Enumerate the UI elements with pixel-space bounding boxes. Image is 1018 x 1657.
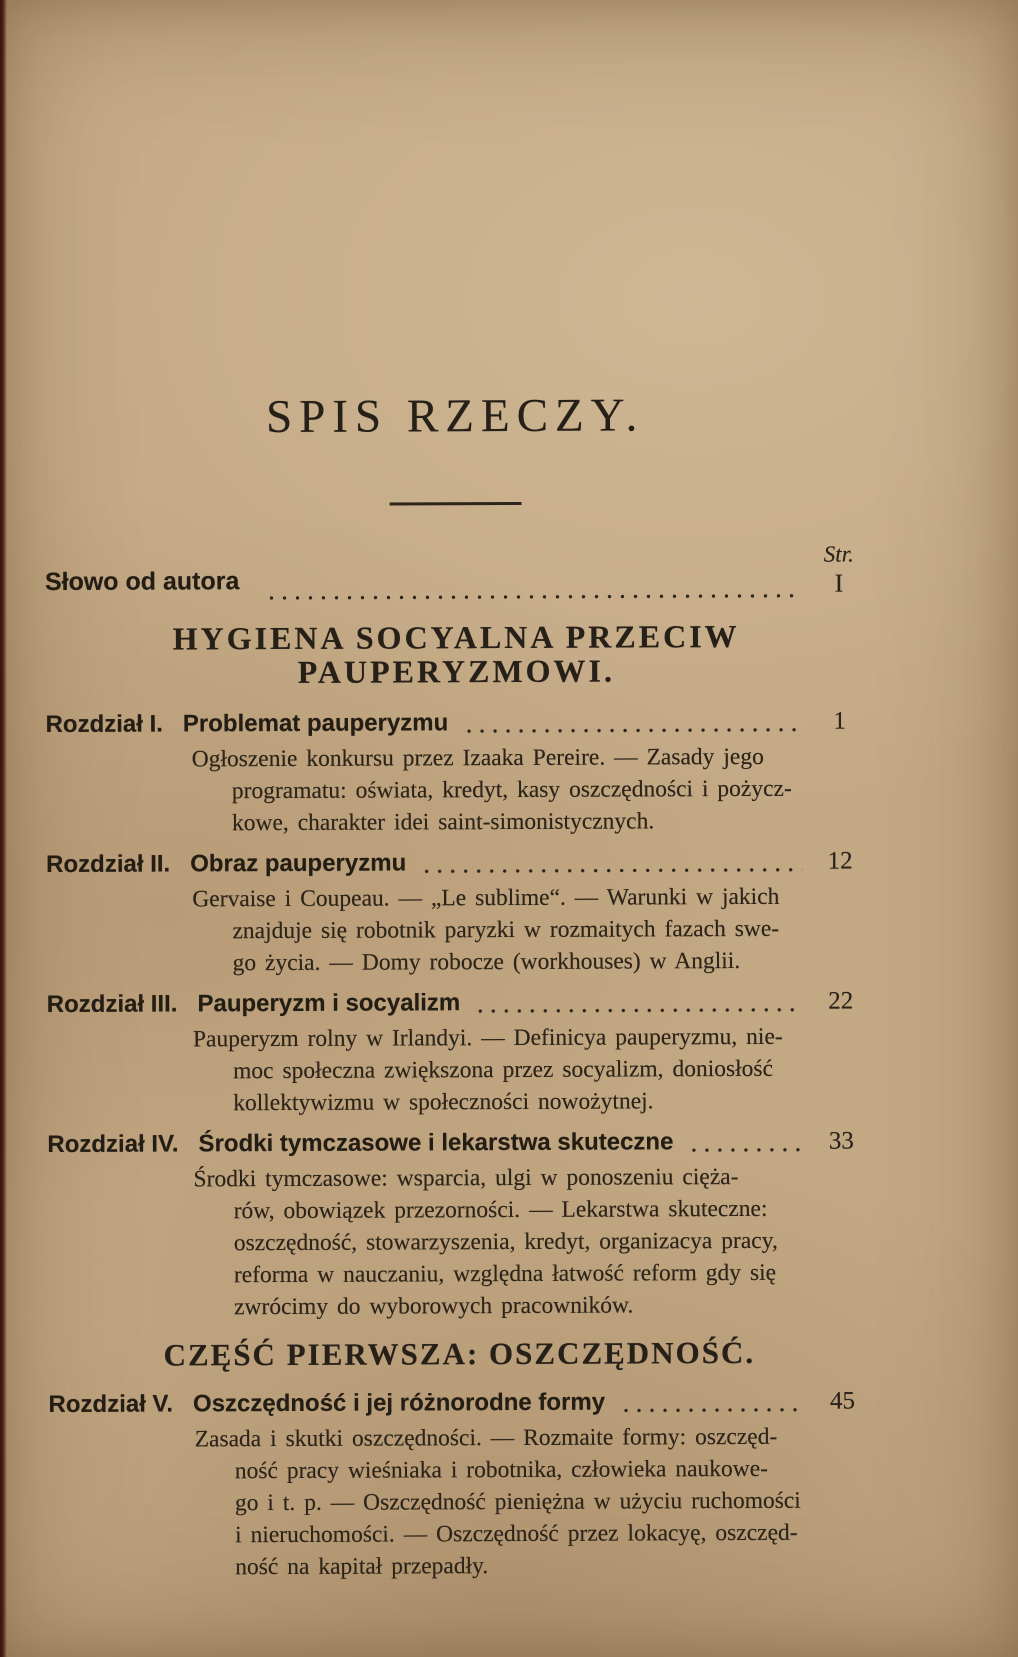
chapter-summary xyxy=(46,880,868,980)
chapter-label: Rozdział III. xyxy=(46,990,178,1019)
chapter-summary xyxy=(49,1420,872,1584)
page-number-column xyxy=(811,541,867,599)
summary-line: oszczędność, stowarzyszenia, kredyt, organizacya pracy, xyxy=(233,1227,778,1257)
page-number: 22 xyxy=(828,987,854,1015)
summary-line: ność na kapitał przepadły. xyxy=(235,1553,489,1581)
summary-line: Środki tymczasowe: wsparcia, ulgi w ponoszeniu cięża- xyxy=(193,1164,739,1193)
dot-leader xyxy=(265,594,801,600)
chapter-summary xyxy=(47,1160,870,1324)
summary-line: kowe, charakter idei saint-simonistycznych. xyxy=(231,808,655,837)
page-number: 1 xyxy=(833,707,846,735)
chapter-title: Oszczędność i jej różnorodne formy xyxy=(192,1388,606,1418)
section-heading-part-one: CZĘŚĆ PIERWSZA: OSZCZĘDNOŚĆ. xyxy=(163,1334,756,1373)
page-column-header: Str. xyxy=(823,541,854,567)
chapter-summary xyxy=(47,1020,869,1120)
chapter-label: Rozdział II. xyxy=(46,850,171,879)
chapter-title: Pauperyzm i socyalizm xyxy=(197,989,461,1018)
toc-entry-chapter-1 xyxy=(45,706,867,740)
chapter-title: Środki tymczasowe i lekarstwa skuteczne xyxy=(198,1128,674,1158)
toc-entry-chapter-3 xyxy=(47,986,869,1020)
page-number: 45 xyxy=(829,1387,856,1415)
page-number: 33 xyxy=(828,1127,854,1155)
toc-entry-foreword xyxy=(45,541,867,606)
summary-line: ność pracy wieśniaka i robotnika, człowieka naukowe- xyxy=(234,1455,769,1485)
toc-entry-chapter-2 xyxy=(46,846,868,880)
summary-line: zwrócimy do wyborowych pracowników. xyxy=(234,1292,634,1321)
dot-leader xyxy=(687,1148,803,1153)
chapter-title: Obraz pauperyzmu xyxy=(190,849,407,878)
toc-entry-chapter-5 xyxy=(48,1386,870,1420)
summary-line: moc społeczna zwiększona przez socyalizm, doniosłość xyxy=(232,1055,774,1085)
summary-line: kollektywizmu w społeczności nowożytnej. xyxy=(233,1088,654,1117)
summary-line: Pauperyzm rolny w Irlandyi. — Definicya pauperyzmu, nie- xyxy=(192,1023,783,1053)
chapter-title: Problemat pauperyzmu xyxy=(182,709,449,738)
foreword-label: Słowo od autora xyxy=(44,567,240,597)
page-title: SPIS RZECZY. xyxy=(265,389,645,444)
toc-entry-chapter-4 xyxy=(47,1126,869,1160)
title-divider xyxy=(390,502,522,506)
dot-leader xyxy=(462,728,801,733)
chapter-label: Rozdział I. xyxy=(45,710,163,739)
section-heading-hygiene: HYGIENA SOCYALNA PRZECIW PAUPERYZMOWI. xyxy=(172,617,740,690)
chapter-label: Rozdział IV. xyxy=(47,1130,179,1159)
summary-line: rów, obowiązek przezorności. — Lekarstwa skuteczne: xyxy=(233,1195,768,1225)
summary-line: go i t. p. — Oszczędność pieniężna w użyciu ruchomości xyxy=(234,1487,801,1517)
summary-line: Ogłoszenie konkursu przez Izaaka Pereire. — Zasady jego xyxy=(191,743,764,773)
summary-line: znajduje się robotnik paryzki w rozmaitych fazach swe- xyxy=(232,915,780,945)
chapter-label: Rozdział V. xyxy=(48,1390,174,1419)
summary-line: programatu: oświata, kredyt, kasy oszczędności i pożycz- xyxy=(231,775,792,805)
summary-line: i nieruchomości. — Oszczędność przez lokacyę, oszczęd- xyxy=(235,1519,798,1549)
dot-leader xyxy=(474,1008,803,1013)
chapter-summary xyxy=(46,740,868,840)
summary-line: Gervaise i Coupeau. — „Le sublime“. — Warunki w jakich xyxy=(192,883,780,913)
summary-line: Zasada i skutki oszczędności. — Rozmaite formy: oszczęd- xyxy=(194,1423,778,1453)
page-number: I xyxy=(834,568,844,598)
dot-leader xyxy=(420,868,802,874)
summary-line: go życia. — Domy robocze (workhouses) w Anglii. xyxy=(232,947,741,977)
dot-leader xyxy=(619,1408,804,1413)
summary-line: reforma w nauczaniu, względna łatwość reform gdy się xyxy=(233,1259,777,1289)
page-number: 12 xyxy=(827,847,853,875)
